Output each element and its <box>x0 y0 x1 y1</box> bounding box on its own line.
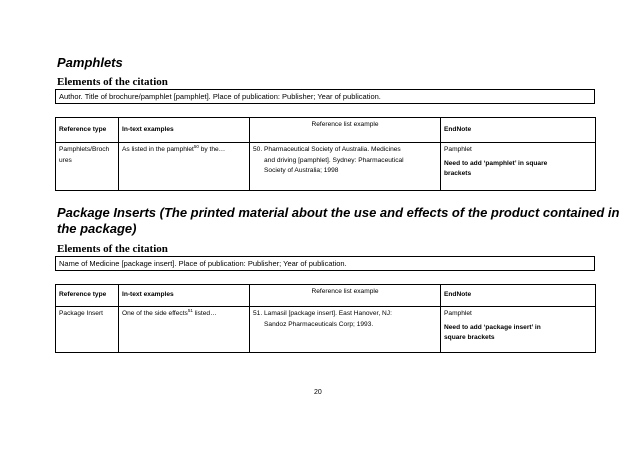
in-text-superscript: 50 <box>193 143 199 149</box>
in-text-text: One of the side effects <box>122 310 188 317</box>
package-inserts-elements-heading: Elements of the citation <box>57 243 168 255</box>
cell-in-text-example <box>119 307 250 353</box>
table-row <box>56 307 596 353</box>
endnote-note: Need to add ‘package insert’ in <box>444 323 541 331</box>
cell-in-text-example <box>119 143 250 191</box>
cell-reference-type <box>56 143 119 191</box>
endnote-note: Need to add ‘pamphlet’ in square <box>444 159 548 167</box>
cell-reference-type: Package Insert <box>56 307 119 353</box>
header-reference-list-example: Reference list example <box>250 118 441 143</box>
cell-reference-list-example <box>250 307 441 353</box>
pamphlets-heading: Pamphlets <box>57 55 123 70</box>
cell-endnote <box>441 143 596 191</box>
header-endnote: EndNote <box>441 118 596 143</box>
endnote-type: Pamphlet <box>444 310 472 317</box>
reference-number: 51. <box>253 310 263 317</box>
reference-line: Lamasil [package insert]. East Hanover, NJ: <box>264 310 392 317</box>
pamphlets-elements-heading: Elements of the citation <box>57 76 168 88</box>
package-inserts-heading-line: the package) <box>57 221 137 236</box>
in-text-text: As listed in the pamphlet <box>122 146 194 153</box>
header-reference-type: Reference type <box>56 118 119 143</box>
table-header-row <box>56 285 596 307</box>
endnote-note: square brackets <box>444 334 495 341</box>
ref-type-line: Pamphlets/Broch <box>59 146 110 153</box>
package-inserts-heading-line: Package Inserts (The printed material about the use and effects of the product contained in <box>57 205 620 220</box>
reference-number: 50. <box>253 146 263 153</box>
table-header-row <box>56 118 596 143</box>
package-inserts-heading <box>57 205 619 237</box>
pamphlets-citation-format: Author. Title of brochure/pamphlet [pamphlet]. Place of publication: Publisher; Year of publication. <box>55 89 595 104</box>
in-text-text: by the… <box>198 146 226 153</box>
package-inserts-reference-table <box>55 284 596 353</box>
page-number: 20 <box>314 389 322 396</box>
header-in-text-examples: In-text examples <box>119 118 250 143</box>
endnote-note: brackets <box>444 170 472 177</box>
ref-type-line: ures <box>59 156 72 164</box>
reference-line: Pharmaceutical Society of Australia. Medicines <box>264 146 401 153</box>
header-reference-list-example: Reference list example <box>250 285 441 307</box>
header-endnote: EndNote <box>441 285 596 307</box>
table-row <box>56 143 596 191</box>
endnote-type: Pamphlet <box>444 146 472 153</box>
in-text-text: listed… <box>192 310 217 317</box>
package-inserts-citation-format: Name of Medicine [package insert]. Place of publication: Publisher; Year of publication. <box>55 256 595 271</box>
reference-line: Sandoz Pharmaceuticals Corp; 1993. <box>264 320 374 328</box>
reference-line: and driving [pamphlet]. Sydney: Pharmaceutical <box>264 156 404 164</box>
cell-reference-list-example <box>250 143 441 191</box>
in-text-superscript: 51 <box>187 307 193 313</box>
header-in-text-examples: In-text examples <box>119 285 250 307</box>
header-reference-type: Reference type <box>56 285 119 307</box>
pamphlets-reference-table <box>55 117 596 191</box>
reference-line: Society of Australia; 1998 <box>264 167 339 174</box>
cell-endnote <box>441 307 596 353</box>
